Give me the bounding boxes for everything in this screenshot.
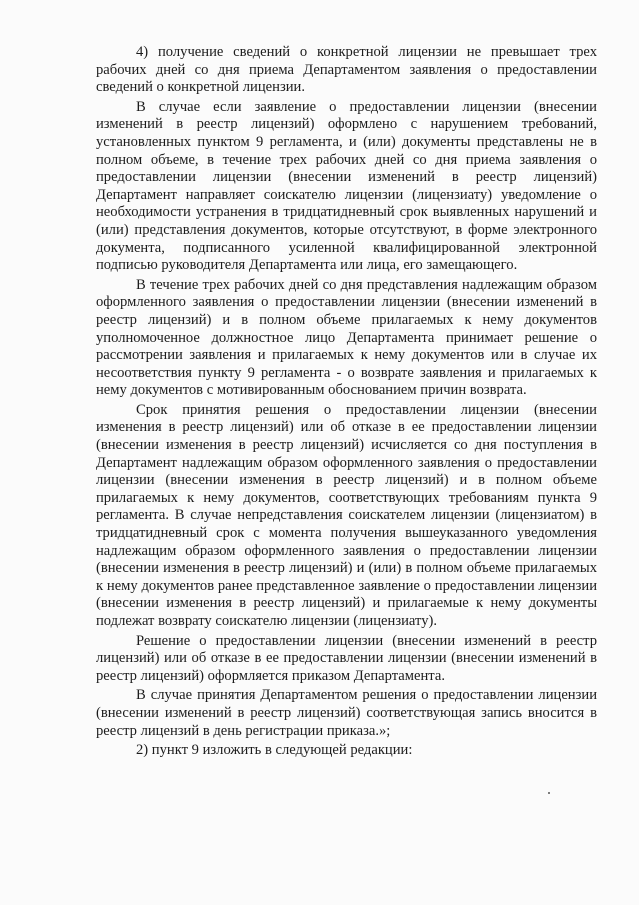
paragraph-registry-entry: В случае принятия Департаментом решения о предоставлении лицензии (внесении изменений в реестр лицензий) соответствующая запись вносится в реестр лицензий в день регистрации приказа.»; (96, 687, 597, 739)
paragraph-review-decision: В течение трех рабочих дней со дня представления надлежащим образом оформленного заявления о предоставлении лицензии (внесении изменений в реестр лицензий) и в полном объеме прилагаемых к нему документов уполномоченное должностное лицо Департамента принимает решение о рассмотрении заявления и прилагаемых к нему документов или в случае их несоответствия пункту 9 регламента - о возврате заявления и прилагаемых к нему документов с мотивированным обоснованием причин возврата. (96, 276, 597, 399)
paragraph-incomplete-application: В случае если заявление о предоставлении лицензии (внесении изменений в реестр лицензий) оформлено с нарушением требований, установленных пунктом 9 регламента, и (или) документы представлены не в полном объеме, в течение трех рабочих дней со дня приема заявления о предоставлении лицензии (внесении изменений в реестр лицензий) Департамент направляет соискателю лицензии (лицензиату) уведомление о необходимости устранения в тридцатидневный срок выявленных нарушений и (или) представления документов, которые отсутствуют, в форме электронного документа, подписанного усиленной квалифицированной электронной подписью руководителя Департамента или лица, его замещающего. (96, 98, 597, 274)
paragraph-item-2-amendment: 2) пункт 9 изложить в следующей редакции: (136, 742, 413, 759)
document-body (96, 44, 597, 760)
paragraph-decision-order: Решение о предоставлении лицензии (внесении изменений в реестр лицензий) или об отказе в ее предоставлении лицензии (внесении изменений в реестр лицензий) оформляется приказом Департамента. (96, 632, 597, 684)
paragraph-decision-deadline: Срок принятия решения о предоставлении лицензии (внесении изменения в реестр лицензий) или об отказе в ее предоставлении лицензии (внесении изменения в реестр лицензий) исчисляется со дня поступления в Департамент надлежащим образом оформленного заявления о предоставлении лицензии (внесении изменения в реестр лицензий) и в полном объеме прилагаемых к нему документов, соответствующих требованиям пункта 9 регламента. В случае непредставления соискателем лицензии (лицензиатом) в тридцатидневный срок с момента получения вышеуказанного уведомления надлежащим образом оформленного заявления о предоставлении лицензии (внесении изменения в реестр лицензий) и (или) в полном объеме прилагаемых к нему документов ранее представленное заявление о предоставлении лицензии (внесении изменения в реестр лицензий) и прилагаемые к нему документы подлежат возврату соискателю лицензии (лицензиату). (96, 401, 597, 629)
scan-speck (548, 792, 550, 794)
paragraph-item-4: 4) получение сведений о конкретной лицензии не превышает трех рабочих дней со дня приема Департаментом заявления о предоставлении сведений о конкретной лицензии. (96, 44, 597, 96)
